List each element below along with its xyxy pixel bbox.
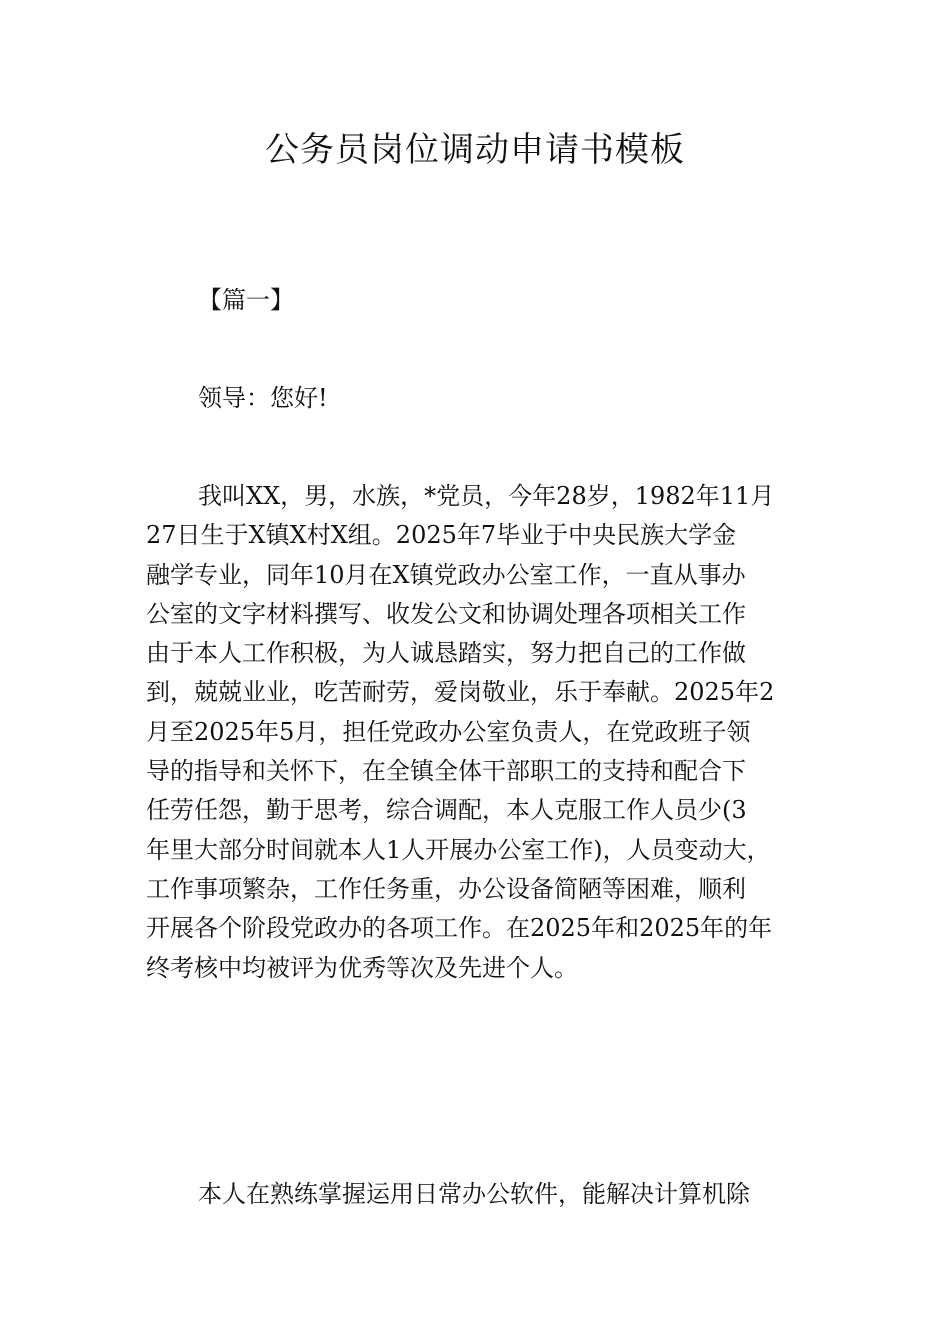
paragraph-line: 公室的文字材料撰写、收发公文和协调处理各项相关工作: [146, 599, 746, 628]
paragraph-line: 融学专业，同年10月在X镇党政办公室工作，一直从事办: [146, 560, 746, 589]
paragraph-line: 由于本人工作积极，为人诚恳踏实，努力把自己的工作做: [146, 639, 746, 668]
section-label: 【篇一】: [198, 286, 294, 314]
document-title: 公务员岗位调动申请书模板: [265, 130, 685, 170]
paragraph-line: 我叫XX，男，水族，*党员，今年28岁，1982年11月: [198, 482, 775, 510]
paragraph-line: 导的指导和关怀下，在全镇全体干部职工的支持和配合下: [146, 757, 746, 786]
body-paragraph-1: [146, 477, 806, 988]
paragraph-line: 27日生于X镇X村X组。2025年7毕业于中央民族大学金: [146, 521, 737, 550]
body-paragraph-2: [146, 1175, 806, 1214]
paragraph-line: 年里大部分时间就本人1人开展办公室工作)，人员变动大，: [146, 835, 771, 864]
paragraph-line: 任劳任怨，勤于思考，综合调配，本人克服工作人员少(3: [146, 796, 747, 825]
paragraph-line: 本人在熟练掌握运用日常办公软件，能解决计算机除: [198, 1180, 750, 1208]
paragraph-line: 开展各个阶段党政办的各项工作。在2025年和2025年的年: [146, 914, 773, 943]
greeting-line: 领导：您好!: [198, 384, 328, 412]
paragraph-line: 到，兢兢业业，吃苦耐劳，爱岗敬业，乐于奉献。2025年2: [146, 678, 775, 707]
paragraph-line: 终考核中均被评为优秀等次及先进个人。: [146, 953, 578, 982]
paragraph-line: 工作事项繁杂，工作任务重，办公设备简陋等困难，顺利: [146, 874, 746, 903]
paragraph-line: 月至2025年5月，担任党政办公室负责人，在党政班子领: [146, 717, 751, 746]
